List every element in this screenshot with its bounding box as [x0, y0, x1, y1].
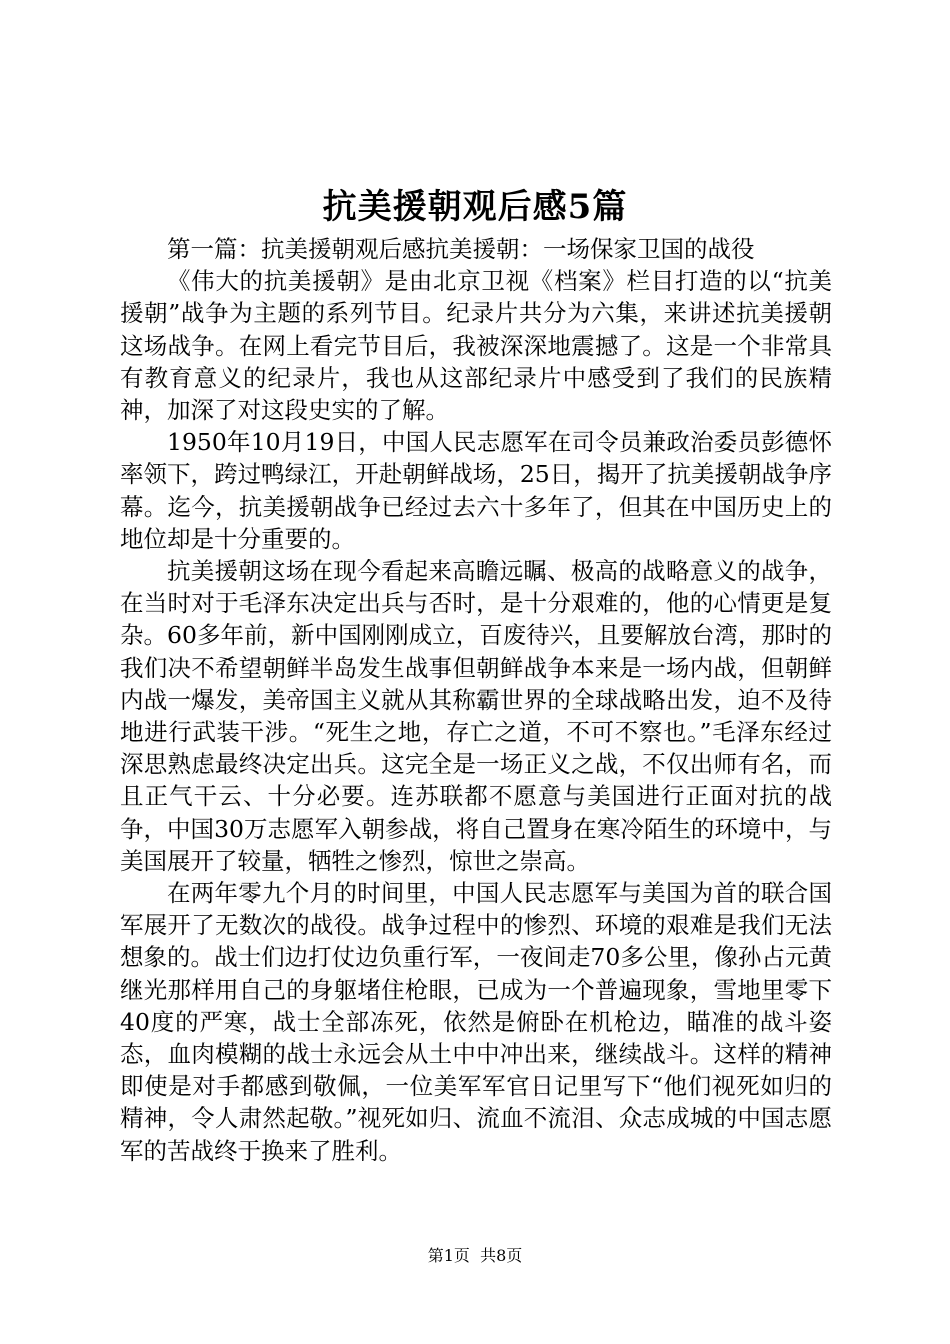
body-paragraph: 抗美援朝这场在现今看起来高瞻远瞩、极高的战略意义的战争，在当时对于毛泽东决定出兵与否时，是十分艰难的，他的心情更是复杂。60多年前，新中国刚刚成立，百废待兴，且要解放台湾，那时的我们决不希望朝鲜半岛发生战事但朝鲜战争本来是一场内战，但朝鲜内战一爆发，美帝国主义就从其称霸世界的全球战略出发，迫不及待地进行武装干涉。“死生之地，存亡之道，不可不察也。”毛泽东经过深思熟虑最终决定出兵。这完全是一场正义之战，不仅出师有名，而且正气干云、十分必要。连苏联都不愿意与美国进行正面对抗的战争，中国30万志愿军入朝参战，将自己置身在寒冷陌生的环境中，与美国展开了较量，牺牲之惨烈，惊世之崇高。 [120, 557, 832, 875]
document-body [120, 233, 832, 1167]
section-heading: 第一篇：抗美援朝观后感抗美援朝：一场保家卫国的战役 [167, 235, 755, 263]
document-title: 抗美援朝观后感5篇 [322, 187, 628, 227]
body-paragraph: 《伟大的抗美援朝》是由北京卫视《档案》栏目打造的以“抗美援朝”战争为主题的系列节目。纪录片共分为六集，来讲述抗美援朝这场战争。在网上看完节目后，我被深深地震撼了。这是一个非常具有教育意义的纪录片，我也从这部纪录片中感受到了我们的民族精神，加深了对这段史实的了解。 [120, 267, 832, 425]
page-footer: 第1页 共8页 [427, 1246, 523, 1265]
body-paragraph: 在两年零九个月的时间里，中国人民志愿军与美国为首的联合国军展开了无数次的战役。战争过程中的惨烈、环境的艰难是我们无法想象的。战士们边打仗边负重行军，一夜间走70多公里，像孙占元黄继光那样用自己的身躯堵住枪眼，已成为一个普遍现象，雪地里零下40度的严寒，战士全部冻死，依然是俯卧在机枪边，瞄准的战斗姿态，血肉模糊的战士永远会从土中中冲出来，继续战斗。这样的精神即使是对手都感到敬佩，一位美军军官日记里写下“他们视死如归的精神，令人肃然起敬。”视死如归、流血不流泪、众志成城的中国志愿军的苦战终于换来了胜利。 [120, 879, 832, 1165]
body-paragraph: 1950年10月19日，中国人民志愿军在司令员兼政治委员彭德怀率领下，跨过鸭绿江，开赴朝鲜战场，25日，揭开了抗美援朝战争序幕。迄今，抗美援朝战争已经过去六十多年了，但其在中国历史上的地位却是十分重要的。 [120, 428, 832, 553]
